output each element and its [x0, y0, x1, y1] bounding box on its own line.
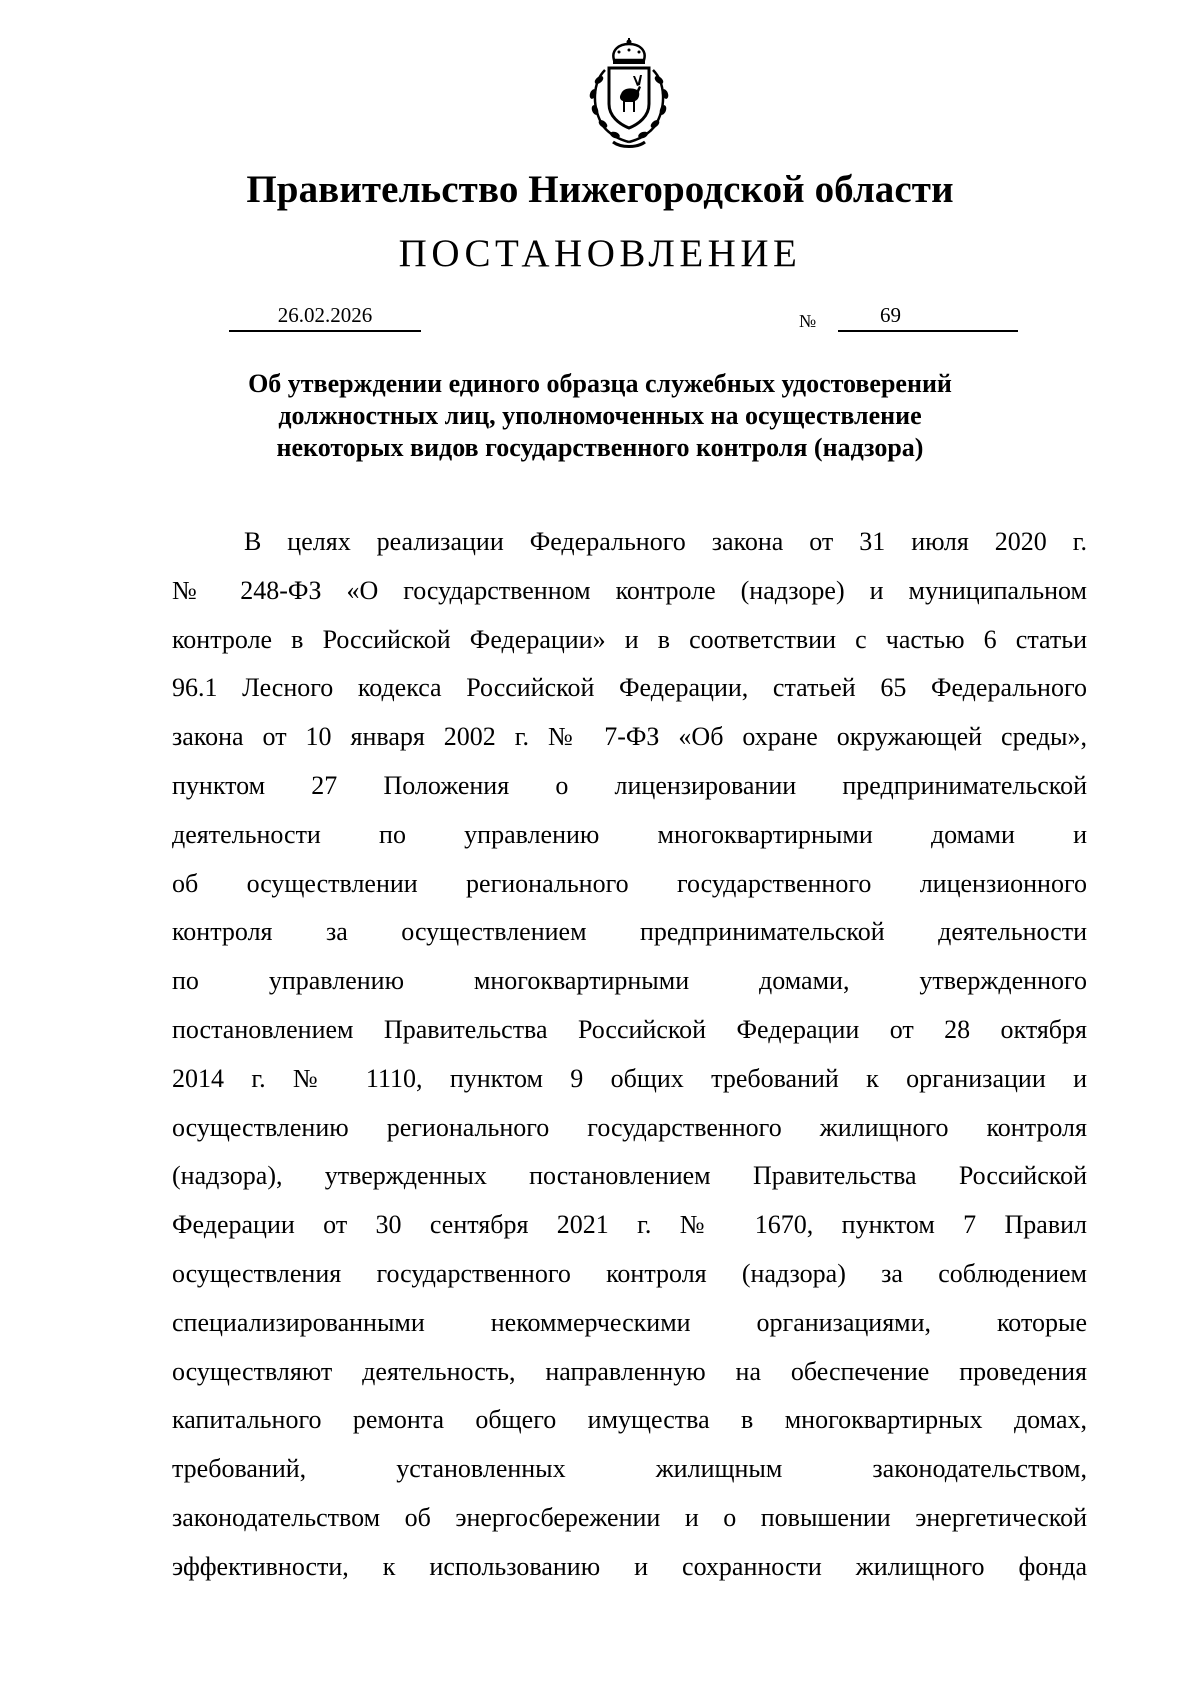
document-number: 69: [880, 303, 901, 327]
body-line: пунктом 27 Положения о лицензировании предпринимательской: [172, 770, 1087, 800]
body-line: контроле в Российской Федерации» и в соответствии с частью 6 статьи: [172, 624, 1087, 654]
body-line: закона от 10 января 2002 г. № 7-ФЗ «Об охране окружающей среды»,: [172, 722, 1087, 752]
subject-line: Об утверждении единого образца служебных удостоверений: [248, 369, 952, 398]
body-line: контроля за осуществлением предпринимательской деятельности: [172, 917, 1087, 947]
coat-of-arms-icon: [575, 38, 683, 150]
body-line: по управлению многоквартирными домами, утвержденного: [172, 966, 1087, 996]
body-line: об осуществлении регионального государственного лицензионного: [172, 868, 1087, 898]
government-title: Правительство Нижегородской области: [246, 168, 954, 211]
body-line: В целях реализации Федерального закона от 31 июля 2020 г.: [244, 527, 1087, 556]
body-line: специализированными некоммерческими организациями, которые: [172, 1307, 1087, 1337]
body-line: капитального ремонта общего имущества в многоквартирных домах,: [172, 1405, 1087, 1435]
body-line: осуществлению регионального государственного жилищного контроля: [172, 1112, 1087, 1142]
body-line: Федерации от 30 сентября 2021 г. № 1670, пунктом 7 Правил: [172, 1210, 1087, 1240]
body-line: деятельности по управлению многоквартирными домами и: [172, 819, 1087, 849]
document-body: [172, 518, 1087, 1592]
body-line: № 248-ФЗ «О государственном контроле (надзоре) и муниципальном: [172, 575, 1087, 605]
body-line: (надзора), утвержденных постановлением Правительства Российской: [172, 1161, 1087, 1191]
body-line: осуществления государственного контроля (надзора) за соблюдением: [172, 1258, 1087, 1288]
body-line: эффективности, к использованию и сохранности жилищного фонда: [172, 1551, 1087, 1581]
body-line: постановлением Правительства Российской Федерации от 28 октября: [172, 1014, 1087, 1044]
body-line: требований, установленных жилищным законодательством,: [172, 1454, 1087, 1484]
body-line: 2014 г. № 1110, пунктом 9 общих требований к организации и: [172, 1063, 1087, 1093]
document-type: ПОСТАНОВЛЕНИЕ: [398, 232, 802, 275]
subject-line: должностных лиц, уполномоченных на осуществление: [278, 401, 922, 430]
subject-line: некоторых видов государственного контроля (надзора): [276, 433, 924, 462]
body-line: 96.1 Лесного кодекса Российской Федерации, статьей 65 Федерального: [172, 673, 1087, 703]
body-line: осуществляют деятельность, направленную на обеспечение проведения: [172, 1356, 1087, 1386]
document-subject: [150, 368, 1050, 464]
number-label: №: [799, 311, 817, 331]
body-line: законодательством об энергосбережении и о повышении энергетической: [172, 1502, 1087, 1532]
document-number-field: [838, 302, 1018, 332]
document-date: 26.02.2026: [229, 302, 421, 332]
